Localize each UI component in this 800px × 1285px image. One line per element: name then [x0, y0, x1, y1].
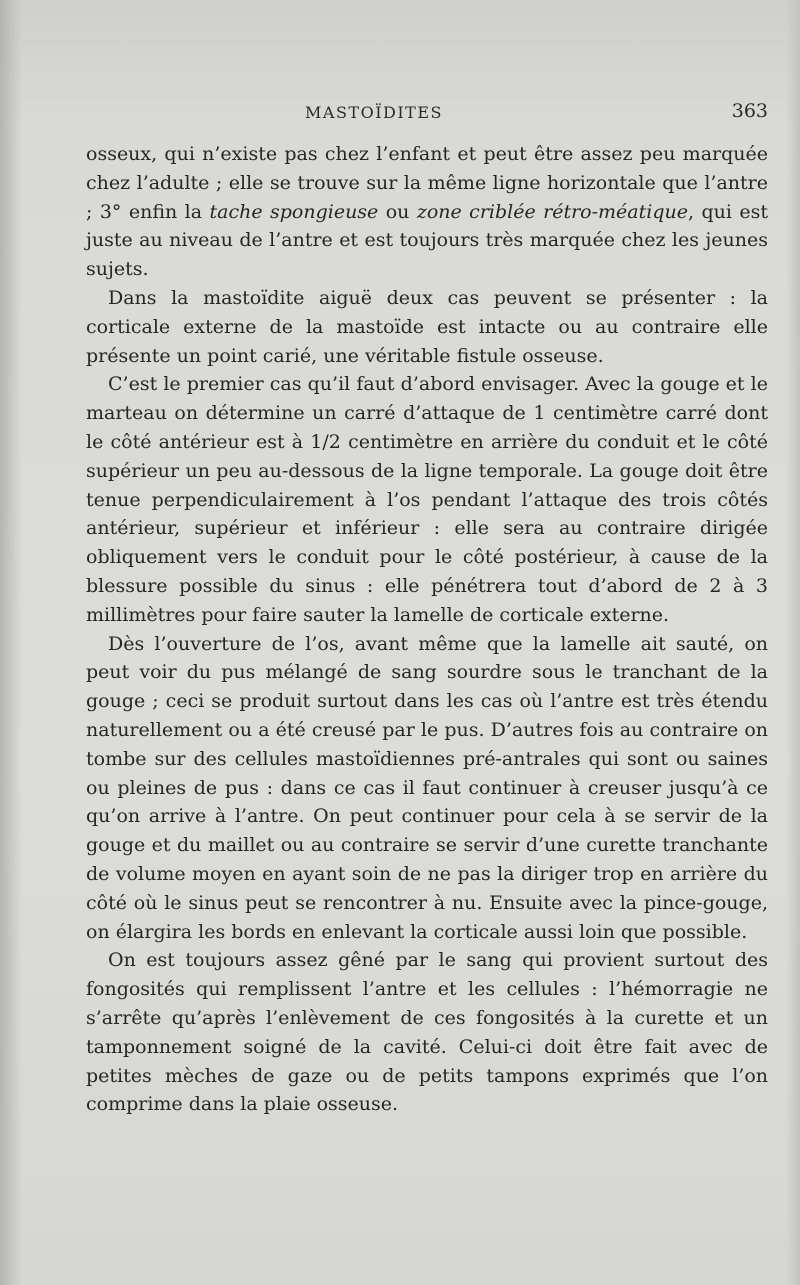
- paragraph: [86, 370, 768, 629]
- text-segment: osseux, qui n’existe pas chez l’enfant et peut être assez peu marquée chez l’adulte ; elle se trouve sur la même ligne horizontale que l’antre ; 3° enfin la: [86, 143, 768, 223]
- paragraph: [86, 630, 768, 947]
- text-segment: Dès l’ouverture de l’os, avant même que la lamelle ait sauté, on peut voir du pus mélangé de sang sourdre sous le tranchant de la gouge ; ceci se produit surtout dans les cas où l’antre est très étendu naturellement ou a été creusé par le pus. D’autres fois au contraire on tombe sur des cellules mastoïdiennes pré-antrales qui sont ou saines ou pleines de pus : dans ce cas il faut continuer à creuser jusqu’à ce qu’on arrive à l’antre. On peut continuer pour cela à se servir de la gouge et du maillet ou au contraire se servir d’une curette tranchante de volume moyen en ayant soin de ne pas la diriger trop en arrière du côté où le sinus peut se rencontrer à nu. Ensuite avec la pince-gouge, on élargira les bords en enlevant la corticale aussi loin que possible.: [86, 632, 768, 943]
- body-text: [86, 140, 768, 1119]
- paragraph: [86, 284, 768, 370]
- text-segment: ou: [378, 200, 417, 223]
- paragraph: [86, 946, 768, 1119]
- text-segment: C’est le premier cas qu’il faut d’abord envisager. Avec la gouge et le marteau on détermine un carré d’attaque de 1 centimètre carré dont le côté antérieur est à 1/2 centimètre en arrière du conduit et le côté supérieur un peu au-dessous de la ligne temporale. La gouge doit être tenue perpendiculairement à l’os pendant l’attaque des trois côtés antérieur, supérieur et inférieur : elle sera au contraire dirigée obliquement vers le conduit pour le côté postérieur, à cause de la blessure possible du sinus : elle pénétrera tout d’abord de 2 à 3 millimètres pour faire sauter la lamelle de corticale externe.: [86, 373, 768, 626]
- italic-term: tache spongieuse: [209, 200, 379, 223]
- italic-term: zone criblée rétro-méatique: [416, 200, 688, 223]
- running-title: MASTOÏDITES: [305, 103, 443, 122]
- text-segment: On est toujours assez gêné par le sang qui provient surtout des fongosités qui remplissent l’antre et les cellules : l’hémorragie ne s’arrête qu’après l’enlèvement de ces fongosités à la curette et un tamponnement soigné de la cavité. Celui-ci doit être fait avec de petites mèches de gaze ou de petits tampons exprimés que l’on comprime dans la plaie osseuse.: [86, 949, 768, 1116]
- running-head: [86, 100, 768, 126]
- page-number: 363: [731, 100, 768, 122]
- text-segment: Dans la mastoïdite aiguë deux cas peuvent se présenter : la corticale externe de la mastoïde est intacte ou au contraire elle présente un point carié, une véritable fistule osseuse.: [86, 286, 768, 367]
- paragraph: [86, 140, 768, 284]
- text-segment: , qui est juste au niveau de l’antre et est toujours très marquée chez les jeunes sujets.: [86, 200, 768, 281]
